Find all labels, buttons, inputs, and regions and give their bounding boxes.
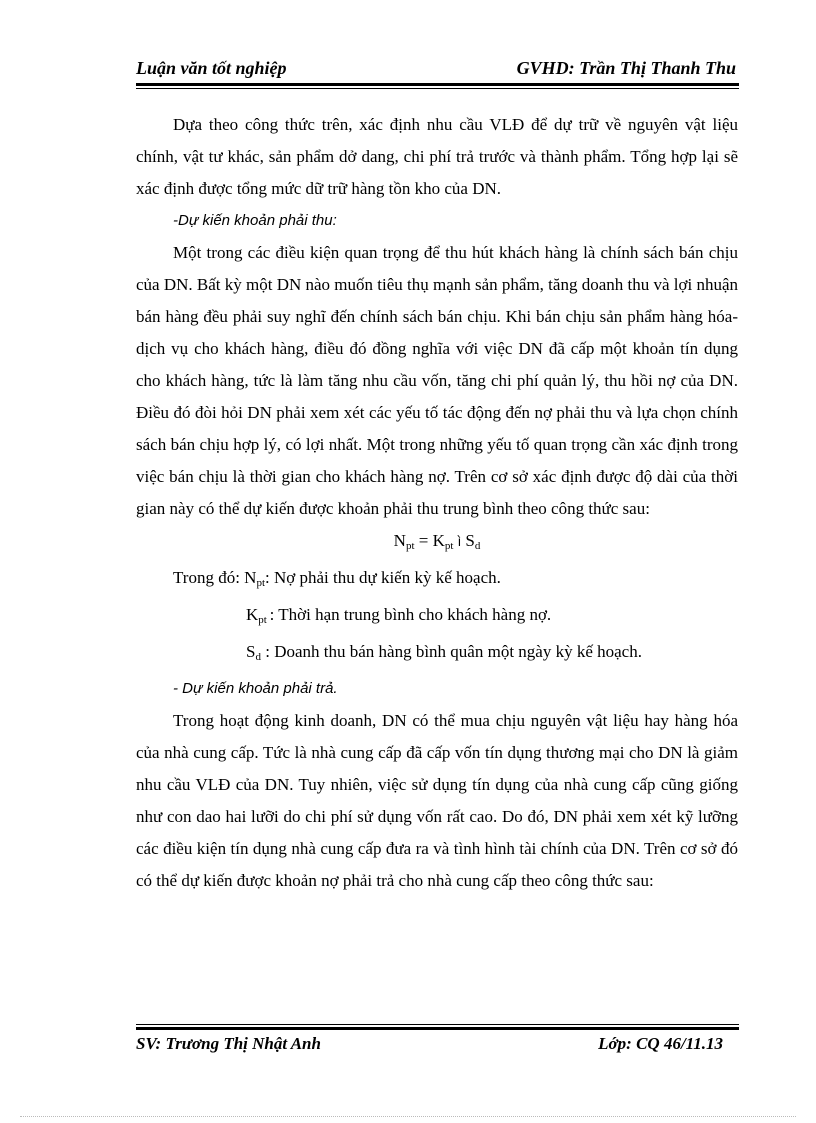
formula-npt: $N_{pt}$ bbox=[393, 531, 415, 552]
page-edge-dotted-line bbox=[20, 1116, 796, 1117]
formula-multiply: ì bbox=[453, 535, 466, 550]
paragraph-receivables: Một trong các điều kiện quan trọng để thu hút khách hàng là chính sách bán chịu của DN. Bất kỳ một DN nào muốn tiêu thụ mạnh sản phẩm, tăng doanh thu và lợi nhuận bán hàng đều phải suy nghĩ đến chính sách bán chịu. Khi bán chịu sản phẩm hàng hóa- dịch vụ cho khách hàng, điều đó đồng nghĩa với việc DN đã cấp một khoản tín dụng cho khách hàng, tức là làm tăng nhu cầu vốn, tăng chi phí quản lý, thu hồi nợ của DN. Điều đó đòi hỏi DN phải xem xét các yếu tố tác động đến nợ phải thu và lựa chọn chính sách bán chịu hợp lý, có lợi nhất. Một trong những yếu tố quan trọng cần xác định trong việc bán chịu là thời gian cho khách hàng nợ. Trên cơ sở xác định được độ dài của thời gian này có thể dự kiến được khoản phải thu trung bình theo công thức sau: bbox=[136, 243, 738, 518]
header-supervisor: GVHD: Trần Thị Thanh Thu bbox=[516, 58, 736, 78]
formula-equals: = bbox=[414, 531, 433, 550]
header-thesis-title: Luận văn tốt nghiệp bbox=[136, 58, 287, 78]
paragraph-payables: Trong hoạt động kinh doanh, DN có thể mua chịu nguyên vật liệu hay hàng hóa của nhà cung cấp. Tức là nhà cung cấp đã cấp vốn tín dụng thương mại cho DN là giảm nhu cầu VLĐ của DN. Tuy nhiên, việc sử dụng tín dụng của nhà cung cấp cũng giống như con dao hai lưỡi do chi phí sử dụng vốn rất cao. Do đó, DN phải xem xét kỹ lưỡng các điều kiện tín dụng nhà cung cấp đưa ra và tình hình tài chính của DN. Trên cơ sở đó có thể dự kiến được khoản nợ phải trả cho nhà cung cấp theo công thức sau: bbox=[136, 711, 738, 890]
where-label: Trong đó: bbox=[173, 568, 245, 587]
formula-kpt: $K_{pt}$ bbox=[432, 531, 454, 552]
body-text bbox=[136, 109, 738, 897]
definition-npt: Trong đó: $N_{pt}$: Nợ phải thu dự kiến kỳ kế hoạch. bbox=[173, 568, 501, 589]
formula-sd: $S_d$ bbox=[465, 531, 481, 552]
footer-class: Lớp: CQ 46/11.13 bbox=[598, 1034, 723, 1053]
page-footer bbox=[136, 1034, 739, 1058]
footer-student: SV: Trương Thị Nhật Anh bbox=[136, 1034, 321, 1053]
heading-payables: - Dự kiến khoản phải trả. bbox=[173, 680, 338, 697]
definition-kpt: $K_{pt}$ : Thời hạn trung bình cho khách hàng nợ. bbox=[246, 605, 552, 626]
page-header bbox=[136, 58, 739, 82]
definition-sd: $S_d$ : Doanh thu bán hàng bình quân một ngày kỳ kế hoạch. bbox=[246, 642, 642, 663]
footer-rule-thin bbox=[136, 1024, 739, 1025]
heading-receivables: -Dự kiến khoản phải thu: bbox=[173, 212, 337, 229]
footer-rule-thick bbox=[136, 1027, 739, 1030]
receivables-formula bbox=[136, 525, 738, 562]
paragraph-inventory: Dựa theo công thức trên, xác định nhu cầu VLĐ để dự trữ về nguyên vật liệu chính, vật tư khác, sản phẩm dở dang, chi phí trả trước và thành phẩm. Tổng hợp lại sẽ xác định được tổng mức dữ trữ hàng tồn kho của DN. bbox=[136, 115, 738, 198]
header-rule-thick bbox=[136, 83, 739, 86]
header-rule-thin bbox=[136, 88, 739, 89]
